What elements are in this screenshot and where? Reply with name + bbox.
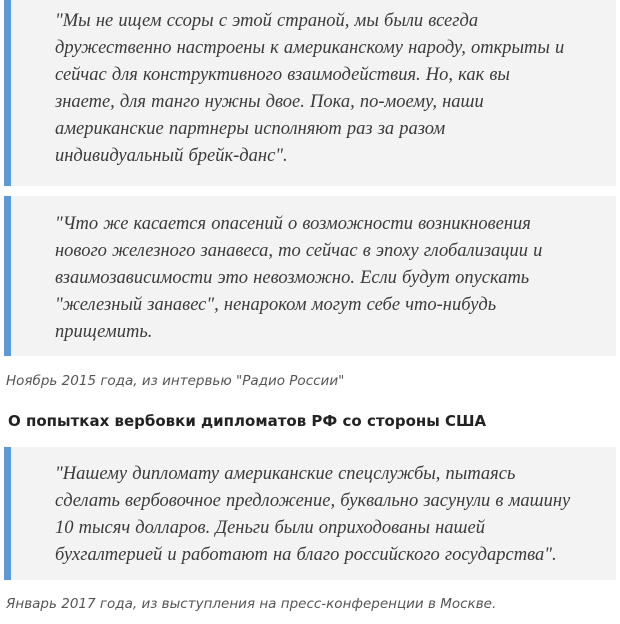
quote-line: "Нашему дипломату американские спецслужбы, пытаясь bbox=[55, 464, 516, 484]
quote-line: "Мы не ищем ссоры с этой страной, мы были всегда bbox=[55, 11, 479, 31]
quote-line: бухгалтерией и работают на благо российского государства". bbox=[55, 545, 557, 565]
quote-line: "железный занавес", ненароком могут себе что-нибудь bbox=[55, 295, 497, 315]
blockquote-2 bbox=[4, 196, 616, 356]
quote-line: 10 тысяч долларов. Деньги были оприходованы нашей bbox=[55, 518, 485, 538]
quote-line: американские партнеры исполняют раз за разом bbox=[55, 119, 446, 139]
quote-line: индивидуальный брейк-данс". bbox=[55, 146, 288, 166]
quote-line: нового железного занавеса, то сейчас в эпоху глобализации и bbox=[55, 241, 543, 261]
quote-line: сделать вербовочное предложение, буквально засунули в машину bbox=[55, 491, 571, 511]
quote-line: дружественно настроены к американскому народу, открыты и bbox=[55, 38, 565, 58]
quote-line: "Что же касается опасений о возможности возникновения bbox=[55, 214, 531, 234]
quote-line: прищемить. bbox=[55, 322, 153, 342]
quote-source-caption: Ноябрь 2015 года, из интервью "Радио России" bbox=[6, 373, 345, 389]
quote-line: сейчас для конструктивного взаимодействия. Но, как вы bbox=[55, 65, 510, 85]
blockquote-1 bbox=[4, 0, 616, 186]
blockquote-3 bbox=[4, 447, 616, 580]
section-heading: О попытках вербовки дипломатов РФ со стороны США bbox=[8, 412, 487, 430]
quote-source-caption: Январь 2017 года, из выступления на пресс-конференции в Москве. bbox=[6, 596, 497, 612]
quote-line: знаете, для танго нужны двое. Пока, по-моему, наши bbox=[55, 92, 484, 112]
quote-line: взаимозависимости это невозможно. Если будут опускать bbox=[55, 268, 530, 288]
